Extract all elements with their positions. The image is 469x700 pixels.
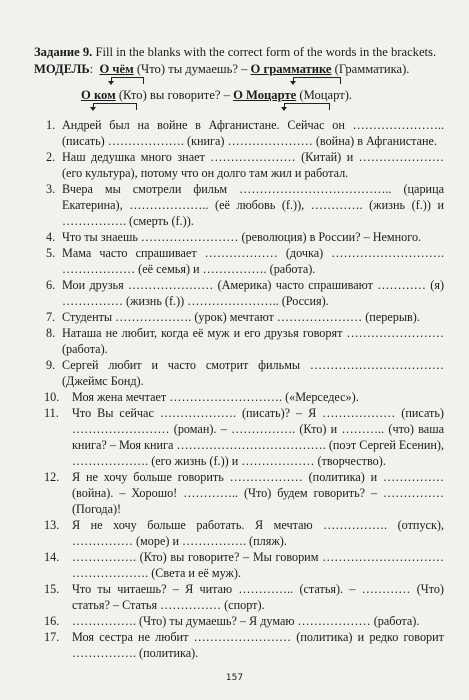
exercise-item: 7. Студенты ………………. (урок) мечтают ………………… (перерыв). (46, 310, 420, 324)
exercise-item: 1. Андрей был на войне в Афганистане. Сейчас он ………………….. (писать) ………………. (книга) ………………… (война) в Афганистане. (46, 118, 444, 148)
exercise-item: 16. ……………. (Что) ты думаешь? – Я думаю ……………… (работа). (44, 614, 420, 628)
exercise-item: 15. Что ты читаешь? – Я читаю ………….. (статья). – ………… (Что) статья? – Статья …………… (спорт). (44, 582, 444, 612)
model-hint-1: (Грамматика). (331, 62, 410, 76)
exercise-item: 10. Моя жена мечтает ………………………. («Мерседес»). (44, 390, 359, 404)
model-example-2 (81, 87, 352, 103)
task-heading (34, 44, 444, 60)
model-colon: : (89, 62, 94, 76)
model-prompt-1: (Что) ты думаешь? – (133, 62, 251, 76)
page-number: 157 (225, 673, 244, 683)
exercise-item: 5. Мама часто спрашивает ……………… (дочка) ………………………. ……………… (её семья) и ……………. (работа). (46, 246, 444, 276)
exercise-item: 13. Я не хочу больше работать. Я мечтаю ……………. (отпуск), …………… (море) и ……………. (пляж). (44, 518, 444, 548)
model-hint-2: (Моцарт). (296, 88, 353, 102)
exercise-item: 17. Моя сестра не любит …………………… (политика) и редко говорит ……………. (политика). (44, 630, 444, 660)
exercise-item: 4. Что ты знаешь …………………… (революция) в России? – Немного. (46, 230, 422, 244)
model-answer-1: О грамматике (250, 62, 332, 76)
task-instruction: Fill in the blanks with the correct form of the words in the brackets. (92, 45, 437, 59)
model-answer-2: О Моцарте (233, 88, 297, 102)
model-question-1: О чём (99, 62, 134, 76)
exercise-item: 12. Я не хочу больше говорить ……………… (политика) и …………… (война). – Хорошо! ………….. (Что) будем говорить? – …………… (Погода)! (44, 470, 444, 516)
exercise-item: 6. Мои друзья ………………… (Америка) часто спрашивают ………… (я) …………… (жизнь (f.)) ………………….. (Россия). (46, 278, 444, 308)
exercise-item: 9. Сергей любит и часто смотрит фильмы …………………………… (Джеймс Бонд). (46, 358, 444, 388)
exercise-item: 11. Что Вы сейчас ………………. (писать)? – Я ……………… (писать) …………………… (роман). – ……………. (Кто) и ……….. (что) ваша книга? – Моя книга ………………………………. (поэт Сергей Есенин), ………………. (его жизнь (f.)) и ……………… (творчество). (44, 406, 444, 468)
exercise-item: 8. Наташа не любит, когда её муж и его друзья говорят …………………… (работа). (46, 326, 444, 356)
model-arrow-3 (93, 103, 137, 110)
exercise-item: 3. Вчера мы смотрели фильм ……………………………….. (царица Екатерина), ……………….. (её любовь (f.)), …………. (жизнь (f.)) и ……………. (смерть (f.)). (46, 182, 444, 228)
exercise-item: 14. ……………. (Кто) вы говорите? – Мы говорим ………………………… ………………. (Света и её муж). (44, 550, 444, 580)
task-label: Задание 9. (34, 45, 93, 59)
model-question-2: О ком (81, 88, 116, 102)
model-arrow-2 (293, 77, 341, 84)
model-arrow-1 (111, 77, 144, 84)
model-prompt-2: (Кто) вы говорите? – (115, 88, 234, 102)
exercise-list (46, 117, 444, 661)
model-label: МОДЕЛЬ (34, 62, 90, 76)
exercise-item: 2. Наш дедушка много знает ………………… (Китай) и ………………… (его культура), потому что он долго там жил и работал. (46, 150, 444, 180)
model-arrow-4 (284, 103, 330, 110)
model-example-1 (34, 61, 409, 77)
